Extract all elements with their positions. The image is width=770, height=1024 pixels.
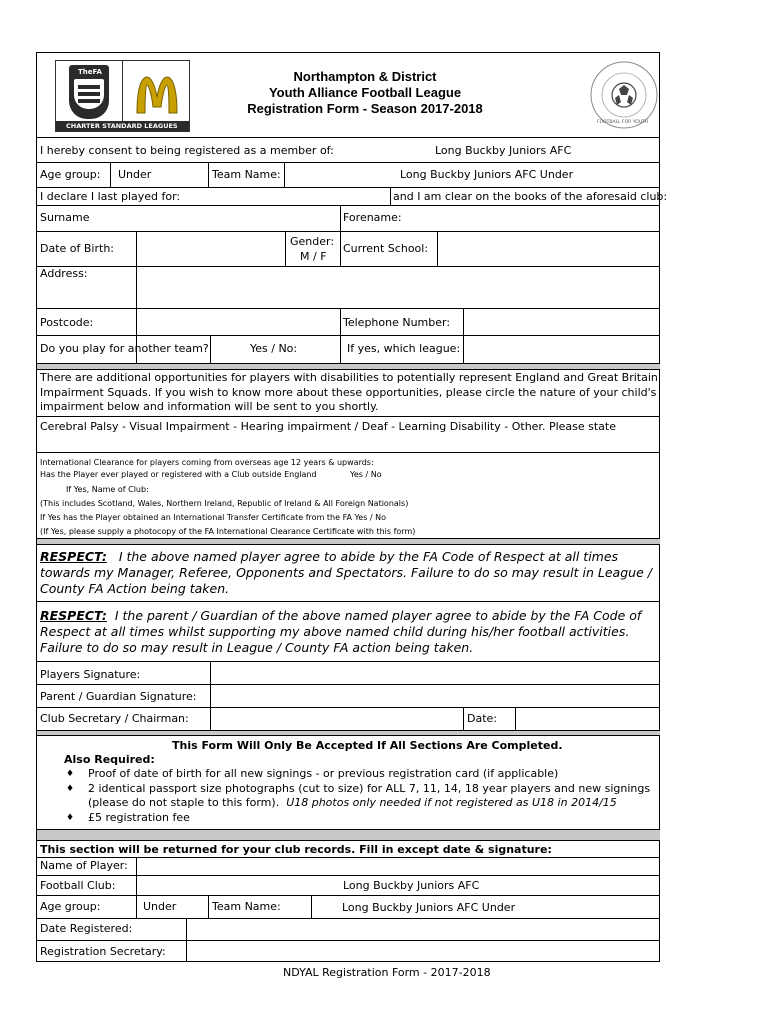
requirement-text: 2 identical passport size photographs (cut to size) for ALL 7, 11, 14, 18 year players and new signings (please do not staple to this form). <box>88 781 651 809</box>
league-seal-icon <box>585 58 663 136</box>
another-team-yes-no[interactable]: Yes / No: <box>250 342 298 355</box>
requirement-note: U18 photos only needed if not registered as U18 in 2014/15 <box>286 796 617 809</box>
age-group-label: Age group: <box>40 168 101 181</box>
address-label: Address: <box>40 267 88 280</box>
player-signature-label: Players Signature: <box>40 668 141 681</box>
football-club-label: Football Club: <box>40 879 116 892</box>
telephone-label: Telephone Number: <box>343 316 451 329</box>
which-league-label: If yes, which league: <box>347 342 461 355</box>
respect-parent-text: I the parent / Guardian of the above named player agree to abide by the FA Code of Respect at all times whilst supporting my above named child during his/her football activities. Failure to do so may result in League / County FA action being taken. <box>40 608 642 655</box>
list-item <box>62 782 658 811</box>
respect-player-statement <box>40 549 660 597</box>
bullet-icon: ♦ <box>66 783 75 794</box>
registration-secretary-label: Registration Secretary: <box>40 945 166 958</box>
consent-label: I hereby consent to being registered as a member of: <box>40 144 334 157</box>
bullet-icon: ♦ <box>66 769 75 779</box>
respect-player-text: I the above named player agree to abide by the FA Code of Respect at all times towards my Manager, Referee, Opponents and Spectators. Failure to do so may result in League / County FA Action being taken. <box>40 549 652 596</box>
respect-heading: RESPECT: <box>40 549 107 564</box>
requirement-text: £5 registration fee <box>88 810 190 824</box>
respect-parent-statement <box>40 608 660 656</box>
records-team-name-value[interactable]: Long Buckby Juniors AFC Under <box>342 901 516 914</box>
postcode-label: Postcode: <box>40 316 94 329</box>
forename-label: Forename: <box>343 211 402 224</box>
seal-motto: FOOTBALL FOR YOUTH <box>597 120 649 125</box>
club-records-heading: This section will be returned for your club records. Fill in except date & signature: <box>40 843 552 856</box>
charter-standard-text: CHARTER STANDARD LEAGUES <box>66 122 178 130</box>
requirement-text: Proof of date of birth for all new signings - or previous registration card (if applicable) <box>88 767 559 780</box>
disability-options[interactable]: Cerebral Palsy - Visual Impairment - Hearing impairment / Deaf - Learning Disability - Other. Please state <box>40 420 616 433</box>
clear-books-label: and I am clear on the books of the aforesaid club: <box>393 190 668 203</box>
age-group-field[interactable]: Under <box>118 168 152 181</box>
records-age-group-value[interactable]: Under <box>143 900 177 913</box>
disability-info: There are additional opportunities for players with disabilities to potentially represent England and Great Britain Impairment Squads. If you wish to know more about these opportunities, please circle the nature of your child's impairment below and information will be sent to you shortly. <box>40 371 658 413</box>
requirements-headline: This Form Will Only Be Accepted If All Sections Are Completed. <box>172 739 563 752</box>
title-line-1: Northampton & District <box>293 69 437 84</box>
clearance-line-1: International Clearance for players coming from overseas age 12 years & upwards: <box>40 458 374 467</box>
title-line-2: Youth Alliance Football League <box>268 85 462 100</box>
list-item <box>62 811 658 826</box>
records-age-group-label: Age group: <box>40 900 101 913</box>
requirements-list <box>62 767 658 825</box>
clearance-line-5: If Yes has the Player obtained an International Transfer Certificate from the FA Yes / No <box>40 513 387 522</box>
bullet-icon: ♦ <box>66 812 75 823</box>
secretary-signature-label: Club Secretary / Chairman: <box>40 712 189 725</box>
team-name-field[interactable]: Long Buckby Juniors AFC Under <box>400 168 574 181</box>
surname-label: Surname <box>40 211 90 224</box>
parent-signature-label: Parent / Guardian Signature: <box>40 690 197 703</box>
another-team-label: Do you play for another team? <box>40 342 209 355</box>
clearance-line-2: Has the Player ever played or registered with a Club outside England <box>40 470 317 479</box>
also-required-label: Also Required: <box>64 753 155 766</box>
clearance-yes-no[interactable]: Yes / No <box>350 470 382 479</box>
page-title <box>200 69 530 117</box>
date-registered-label: Date Registered: <box>40 922 133 935</box>
signature-date-label: Date: <box>467 712 497 725</box>
records-team-name-label: Team Name: <box>212 900 281 913</box>
last-played-label: I declare I last played for: <box>40 190 181 203</box>
clearance-line-6: (If Yes, please supply a photocopy of the FA International Clearance Certificate with this form) <box>40 527 416 536</box>
school-label: Current School: <box>343 242 429 255</box>
player-name-label: Name of Player: <box>40 859 128 872</box>
mcdonalds-logo-icon <box>134 75 180 115</box>
consent-value[interactable]: Long Buckby Juniors AFC <box>435 144 572 157</box>
clearance-line-4: (This includes Scotland, Wales, Northern Ireland, Republic of Ireland & All Foreign Nationals) <box>40 499 409 508</box>
dob-label: Date of Birth: <box>40 242 115 255</box>
respect-heading-2: RESPECT: <box>40 608 107 623</box>
fa-charter-logo <box>55 60 190 132</box>
team-name-label: Team Name: <box>212 168 281 181</box>
fa-logo-text: TheFA <box>78 68 102 76</box>
gender-label: Gender: <box>290 235 335 248</box>
page-footer: NDYAL Registration Form - 2017-2018 <box>283 966 491 979</box>
football-club-value[interactable]: Long Buckby Juniors AFC <box>343 879 480 892</box>
title-line-3: Registration Form - Season 2017-2018 <box>247 101 483 116</box>
gender-options[interactable]: M / F <box>300 250 327 263</box>
clearance-club-name: If Yes, Name of Club: <box>66 485 149 494</box>
list-item <box>62 767 658 782</box>
